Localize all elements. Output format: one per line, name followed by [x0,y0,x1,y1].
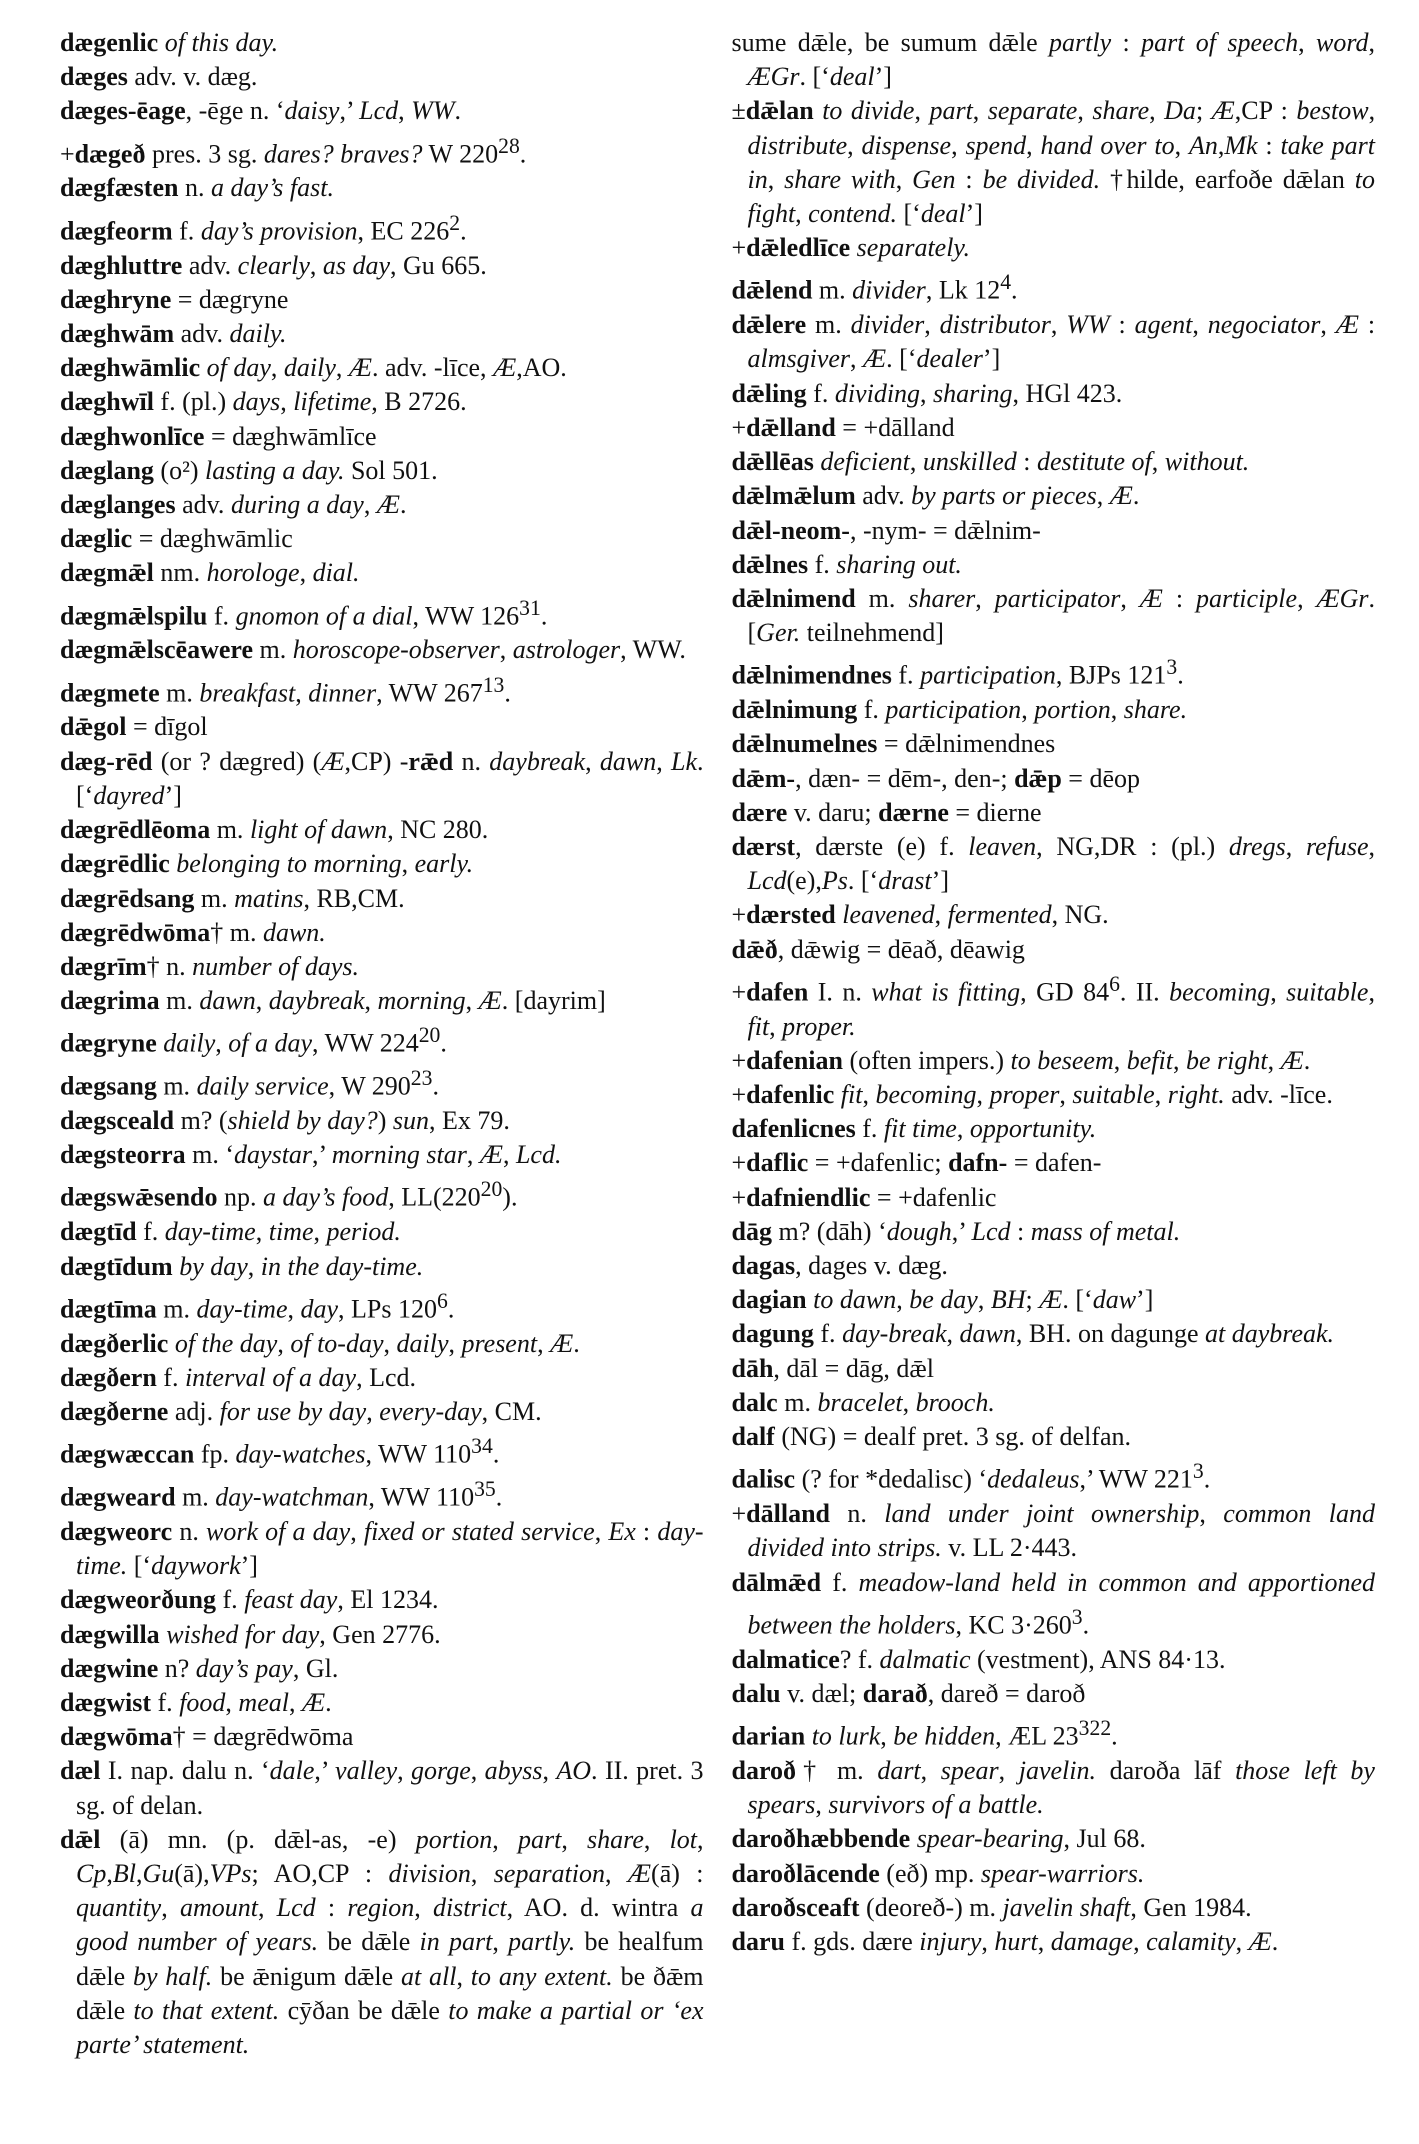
dictionary-entry: dærst, dærste (e) f. leaven, NG,DR : (pl.) dregs, refuse, Lcd(e),Ps. [‘drast’] [731,831,1376,896]
dictionary-entry: dæghwīl f. (pl.) days, lifetime, B 2726. [60,387,467,417]
dictionary-entry: dægenlic of this day. [60,28,279,57]
dictionary-entry: dægmǣlscēawere m. horoscope-observer, astrologer, WW. [60,635,686,665]
dictionary-entry: dægrēdlēoma m. light of dawn, NC 280. [60,815,489,845]
dictionary-entry: dǣm-, dæn- = dēm-, den-; dǣp = dēop [731,763,1140,793]
dictionary-entry: dālmǣd f. meadow-land held in common and apportioned between the holders, KC $3\cdot 260^3$. [731,1567,1375,1640]
right-column [732,26,1376,2144]
dictionary-entry: dægweard m. day-watchman, WW $110^{35}$. [60,1477,503,1512]
dictionary-entry: dǣgol = dīgol [60,712,208,742]
dictionary-entry: dǣlnimendnes f. participation, BJPs $121^3$. [731,655,1184,690]
dictionary-entry: dægðerlic of the day, of to-day, daily, present, Æ. [60,1328,580,1358]
dictionary-entry: dægwōma† = dægrēdwōma [60,1722,354,1752]
dictionary-entry: dægswǣsendo np. a day’s food, $LL(220^{20})$. [60,1177,518,1213]
dictionary-entry: dæglang (o²) lasting a day. Sol 501. [60,455,438,485]
dictionary-entry: dæges adv. v. dæg. [60,62,258,92]
dictionary-entry: dæghluttre adv. clearly, as day, Gu 665. [60,250,487,280]
dictionary-entry: dæges-ēage, -ēge n. ‘daisy,’ Lcd, WW. [60,96,461,126]
dictionary-entry: dǣling f. dividing, sharing, HGl 423. [731,378,1123,408]
dictionary-entry: dāg m? (dāh) ‘dough,’ Lcd : mass of metal. [731,1216,1181,1246]
dictionary-entry: sume dǣle, be sumum dǣle partly : part of speech, word, ÆGr. [‘deal’] [731,28,1376,92]
dictionary-entry: ±dǣlan to divide, part, separate, share, Da; Æ,CP : bestow, distribute, dispense, spend, hand over to, An,Mk : take part in, share with, Gen : be divided. †hilde, earfoðe dǣlan to fight, contend. [‘deal’] [731,96,1376,229]
dictionary-entry: dægfæsten n. a day’s fast. [60,173,334,203]
dictionary-entry: dǣlnimung f. participation, portion, share. [731,695,1188,725]
dictionary-entry: dǣl-neom-, -nym- = dǣlnim- [731,515,1041,545]
dictionary-entry: dægwilla wished for day, Gen 2776. [60,1619,441,1649]
dictionary-entry: dæglanges adv. during a day, Æ. [60,489,407,519]
dictionary-entry: dægwæccan fp. day-watches, WW $110^{34}$. [60,1434,500,1469]
dictionary-entry: +dafen I. n. what is fitting, GD $84^6$. II. becoming, suitable, fit, proper. [731,971,1375,1041]
dictionary-entry: dægwine n? day’s pay, Gl. [60,1653,339,1683]
dictionary-entry: dægryne daily, of a day, WW $224^{20}$. [60,1023,447,1058]
dictionary-entry: dægtīdum by day, in the day-time. [60,1251,424,1281]
dictionary-entry: dagung f. day-break, dawn, BH. on dagunge at daybreak. [731,1319,1335,1349]
dictionary-entry: dægtīma m. day-time, day, LPs $120^6$. [60,1288,455,1324]
dictionary-entry: dǣlnimend m. sharer, participator, Æ : participle, ÆGr. [Ger. teilnehmend] [731,583,1375,648]
dictionary-entry: +dǣlland = +dālland [731,412,955,442]
left-column [60,26,704,2144]
dictionary-entry: +dǣledlīce separately. [731,233,971,263]
dictionary-entry: dægmǣl nm. horologe, dial. [60,558,360,588]
dictionary-entry: dægrēdlic belonging to morning, early. [60,849,474,879]
dictionary-entry: dægmǣlspilu f. gnomon of a dial, WW $126^{31}$. [60,595,548,631]
dictionary-entry: +dægeð pres. 3 sg. dares? braves? W $220^{28}$. [60,133,527,169]
dictionary-entry: +dālland n. land under joint ownership, common land divided into strips. v. LL 2·443. [731,1499,1376,1563]
dictionary-entry: dǣlmǣlum adv. by parts or pieces, Æ. [731,481,1140,511]
dictionary-entry: daru f. gds. dære injury, hurt, damage, calamity, Æ. [731,1926,1279,1956]
dictionary-entry: dalmatice? f. dalmatic (vestment), ANS 84·13. [731,1644,1226,1674]
dictionary-entry: dægsteorra m. ‘daystar,’ morning star, Æ, Lcd. [60,1140,562,1170]
dictionary-entry: dægfeorm f. day’s provision, EC $226^2$. [60,210,467,246]
dictionary-entry: +dafenlic fit, becoming, proper, suitable, right. adv. -līce. [731,1080,1333,1110]
dictionary-entry: +dafenian (often impers.) to beseem, befit, be right, Æ. [731,1045,1311,1075]
dictionary-entry: +daflic = +dafenlic; dafn- = dafen- [731,1148,1102,1178]
dictionary-entry: dægðern f. interval of a day, Lcd. [60,1362,417,1392]
dictionary-entry: dæghwām adv. daily. [60,318,287,348]
dictionary-entry: dægsang m. daily service, W $290^{23}$. [60,1066,439,1101]
dictionary-entry: dægsceald m? (shield by day?) sun, Ex 79. [60,1106,510,1136]
dictionary-entry: dǣl (ā) mn. (p. dǣl-as, -e) portion, part, share, lot, Cp,Bl,Gu(ā),VPs; AO,CP : division, separation, Æ(ā) : quantity, amount, Lcd : region, district, AO. d. wintra a good number of years. be dǣle in part, partly. be healfum dǣle by half. be ǣnigum dǣle at all, to any extent. be ðǣm dǣle to that extent. cȳðan be dǣle to make a partial or ‘ex parte’ statement. [60,1824,704,2059]
dictionary-entry: dægtīd f. day-time, time, period. [60,1217,401,1247]
dictionary-entry: dǣlnes f. sharing out. [731,549,962,579]
dictionary-entry: dǣllēas deficient, unskilled : destitute of, without. [731,447,1250,477]
dictionary-entry: dæghwāmlic of day, daily, Æ. adv. -līce, Æ,AO. [60,353,567,383]
dictionary-entry: daroðsceaft (deoreð-) m. javelin shaft, Gen 1984. [731,1892,1252,1922]
dictionary-entry: dalf (NG) = dealf pret. 3 sg. of delfan. [731,1422,1131,1452]
dictionary-entry: dægweorðung f. feast day, El 1234. [60,1585,439,1615]
dictionary-entry: dalu v. dæl; darað, dareð = daroð [731,1678,1086,1708]
dictionary-entry: dægrima m. dawn, daybreak, morning, Æ. [dayrim] [60,986,606,1016]
dictionary-entry: dagas, dages v. dæg. [731,1251,948,1281]
dictionary-entry: dæl I. nap. dalu n. ‘dale,’ valley, gorge, abyss, AO. II. pret. 3 sg. of delan. [60,1756,704,1820]
dictionary-entry: dægðerne adj. for use by day, every-day, CM. [60,1396,542,1426]
dictionary-entry: daroðhæbbende spear-bearing, Jul 68. [731,1824,1146,1854]
dictionary-entry: +dærsted leavened, fermented, NG. [731,900,1109,930]
dictionary-entry: dægweorc n. work of a day, fixed or stated service, Ex : day-time. [‘daywork’] [60,1516,704,1581]
dictionary-entry: dægrīm† n. number of days. [60,951,359,981]
dictionary-entry: darian to lurk, be hidden, ÆL $23^{322}$. [731,1716,1118,1751]
dictionary-entry: daroðlācende (eð) mp. spear-warriors. [731,1858,1145,1888]
dictionary-entry: daroð† m. dart, spear, javelin. daroða lāf those left by spears, survivors of a battle. [731,1755,1375,1820]
dictionary-entry: +dafniendlic = +dafenlic [731,1182,997,1212]
dictionary-entry: dægwist f. food, meal, Æ. [60,1687,332,1717]
dictionary-entry: dǣð, dǣwig = dēað, dēawig [731,934,1025,964]
dictionary-entry: dægrēdwōma† m. dawn. [60,917,326,947]
dictionary-entry: dæghryne = dægryne [60,284,289,314]
dictionary-entry: dære v. daru; dærne = dierne [731,797,1042,827]
dictionary-entry: dǣlnumelnes = dǣlnimendnes [731,729,1056,759]
dictionary-entry: dāh, dāl = dāg, dǣl [731,1353,934,1383]
dictionary-entry: dæglic = dæghwāmlic [60,524,293,554]
dictionary-entry: dalisc (? for *dedalisc) ‘dedaleus,’ WW $221^3$. [731,1459,1211,1494]
dictionary-entry: dalc m. bracelet, brooch. [731,1387,995,1417]
dictionary-entry: dægmete m. breakfast, dinner, WW $267^{13}$. [60,672,511,708]
dictionary-entry: dæghwonlīce = dæghwāmlīce [60,421,377,451]
dictionary-entry: dafenlicnes f. fit time, opportunity. [731,1114,1097,1144]
dictionary-entry: dǣlere m. divider, distributor, WW : agent, negociator, Æ : almsgiver, Æ. [‘dealer’] [731,310,1376,374]
dictionary-entry: dæg-rēd (or ? dægred) (Æ,CP) -rǣd n. daybreak, dawn, Lk. [‘dayred’] [60,746,704,810]
dictionary-entry: dagian to dawn, be day, BH; Æ. [‘daw’] [731,1285,1154,1315]
dictionary-entry: dægrēdsang m. matins, RB,CM. [60,883,405,913]
dictionary-entry: dǣlend m. divider, Lk $12^4$. [731,270,1018,306]
